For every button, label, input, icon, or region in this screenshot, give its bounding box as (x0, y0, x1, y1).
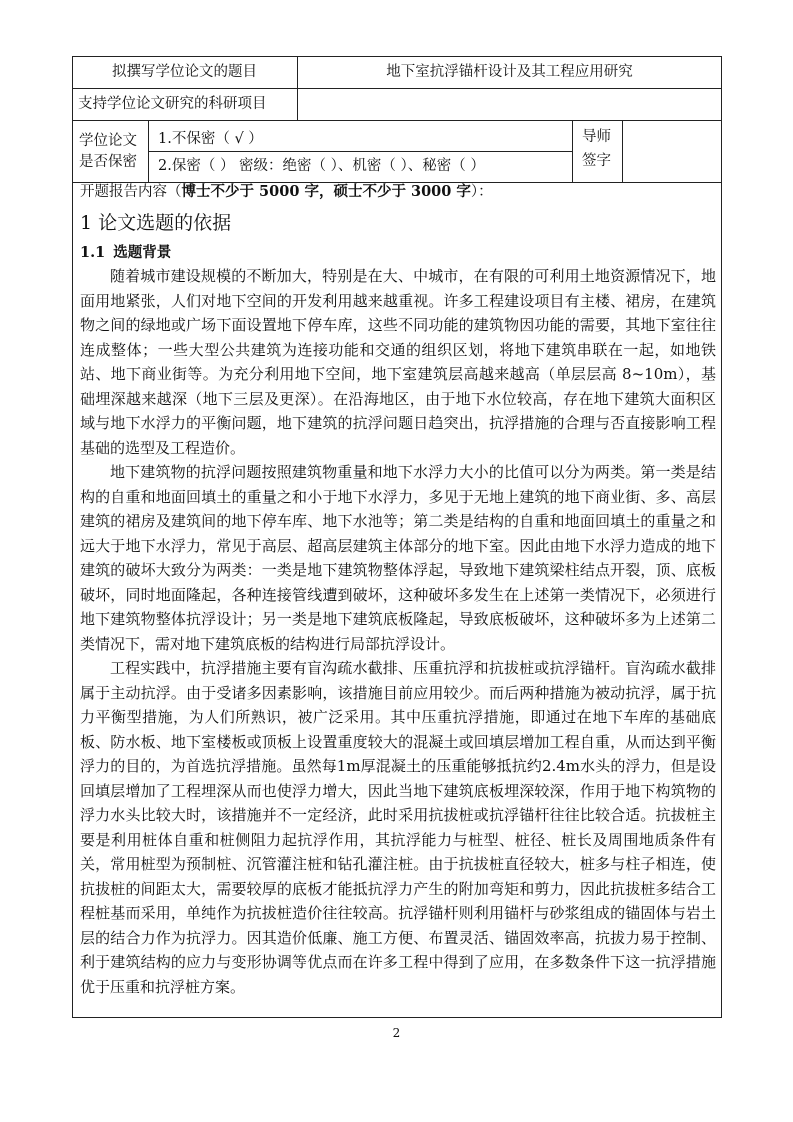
section-heading: 1 论文选题的依据 (80, 212, 232, 234)
table-row-divider-2 (72, 120, 722, 121)
research-project-label: 支持学位论文研究的科研项目 (78, 96, 267, 112)
subsection-title: 选题背景 (113, 244, 172, 261)
table-col-divider-advisor (622, 120, 623, 182)
thesis-title-label: 拟撰写学位论文的题目 (112, 64, 257, 80)
paragraph-2: 地下建筑物的抗浮问题按照建筑物重量和地下水浮力大小的比值可以分为两类。第一类是结构的自重和地面回填土的重量之和小于地下水浮力，多见于无地上建筑的地下商业街、多、高层建筑的裙房及建筑间的地下停车库、地下水池等；第二类是结构的自重和地面回填土的重量之和远大于地下水浮力，常见于高层、超高层建筑主体部分的地下室。因此由地下水浮力造成的地下建筑的破坏大致分为两类：一类是地下建筑物整体浮起，导致地下建筑梁柱结点开裂，顶、底板破坏，同时地面隆起，各种连接管线遭到破坏，这种破坏多发生在上述第一类情况下，必须进行地下建筑物整体抗浮设计；另一类是地下建筑底板隆起，导致底板破坏，这种破坏多为上述第二类情况下，需对地下建筑底板的结构进行局部抗浮设计。 (80, 463, 716, 653)
option-secret-levels: 2.保密（ ） 密级：绝密（ ）、机密（ ）、秘密（ ） (158, 158, 485, 174)
paragraph-1: 随着城市建设规模的不断加大，特别是在大、中城市，在有限的可利用土地资源情况下，地面用地紧张，人们对地下空间的开发利用越来越重视。许多工程建设项目有主楼、裙房，在建筑物之间的绿地或广场下面设置地下停车库，这些不同功能的建筑物因功能的需要，其地下室往往连成整体；一些大型公共建筑为连接功能和交通的组织区划，将地下建筑串联在一起，如地铁站、地下商业街等。为充分利用地下空间，地下室建筑层高越来越高（单层层高 8~10m），基础埋深越来越深（地下三层及更深）。在沿海地区，由于地下水位较高，存在地下建筑大面积区域与地下水浮力的平衡问题，地下建筑的抗浮问题日趋突出，抗浮措施的合理与否直接影响工程基础的选型及工程造价。 (80, 267, 716, 457)
intro-suffix: ）： (470, 184, 493, 200)
table-col-divider-options (572, 120, 573, 182)
table-row-divider-1 (72, 88, 722, 89)
secret-label-line2: 是否保密 (79, 154, 137, 170)
intro-prefix: 开题报告内容（ (80, 184, 182, 200)
report-intro (80, 180, 716, 206)
option-not-secret: 1.不保密（ √ ） (158, 131, 263, 147)
page-number: 2 (392, 1026, 401, 1040)
subsection-heading (80, 242, 716, 264)
table-option-divider (148, 151, 572, 152)
advisor-label-line1: 导师 (582, 129, 611, 145)
subsection-number: 1.1 (80, 244, 106, 261)
report-content (80, 180, 716, 999)
intro-word-count: 博士不少于 5000 字，硕士不少于 3000 字 (181, 183, 471, 200)
paragraph-3: 工程实践中，抗浮措施主要有盲沟疏水截排、压重抗浮和抗拔桩或抗浮锚杆。盲沟疏水截排属于主动抗浮。由于受诸多因素影响，该措施目前应用较少。而后两种措施为被动抗浮，属于抗力平衡型措施，为人们所熟识，被广泛采用。其中压重抗浮措施，即通过在地下车库的基础底板、防水板、地下室楼板或顶板上设置重度较大的混凝土或回填层增加工程自重，从而达到平衡浮力的目的，为首选抗浮措施。虽然每1m厚混凝土的压重能够抵抗约2.4m水头的浮力，但是设回填层增加了工程埋深从而也使浮力增大，因此当地下建筑底板埋深较深，作用于地下构筑物的浮力水头比较大时，该措施并不一定经济，此时采用抗拔桩或抗浮锚杆往往比较合适。抗拔桩主要是利用桩体自重和桩侧阻力起抗浮作用，其抗浮能力与桩型、桩径、桩长及周围地质条件有关，常用桩型为预制桩、沉管灌注桩和钻孔灌注桩。由于抗拔桩直径较大，桩多与柱子相连，使抗拔桩的间距太大，需要较厚的底板才能抵抗浮力产生的附加弯矩和剪力，因此抗拔桩多结合工程桩基而采用，单纯作为抗拔桩造价往往较高。抗浮锚杆则利用锚杆与砂浆组成的锚固体与岩土层的结合力作为抗浮力。因其造价低廉、施工方便、布置灵活、锚固效率高，抗拔力易于控制、利于建筑结构的应力与变形协调等优点而在许多工程中得到了应用，在多数条件下这一抗浮措施优于压重和抗浮桩方案。 (80, 659, 716, 996)
advisor-label-line2: 签字 (582, 153, 611, 169)
thesis-title-value: 地下室抗浮锚杆设计及其工程应用研究 (386, 64, 633, 80)
secret-label-line1: 学位论文 (79, 133, 137, 149)
